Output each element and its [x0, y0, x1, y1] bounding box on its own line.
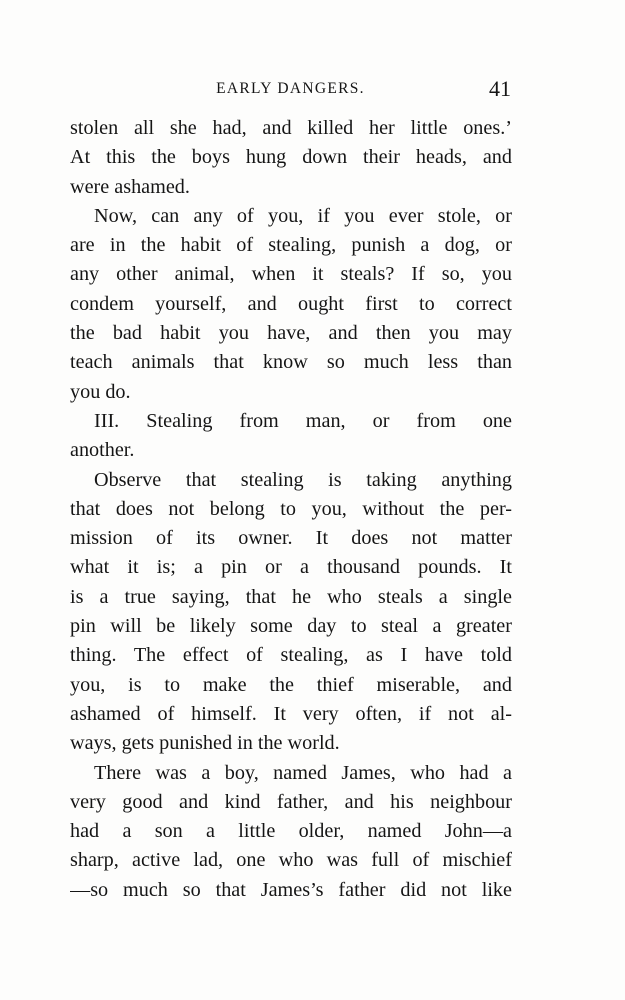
- running-title: EARLY DANGERS.: [216, 80, 365, 97]
- running-header: [68, 76, 513, 102]
- text-line: ways, gets punished in the world.: [70, 732, 340, 755]
- text-line: you do.: [70, 380, 131, 403]
- text-line: —so much so that James’s father did not like: [70, 878, 512, 901]
- text-line: are in the habit of stealing, punish a dog, or: [70, 234, 512, 257]
- text-line: that does not belong to you, without the per-: [70, 497, 512, 520]
- page-number: 41: [489, 76, 511, 101]
- text-line: condem yourself, and ought first to correct: [70, 292, 512, 315]
- text-line: another.: [70, 439, 135, 462]
- text-line: the bad habit you have, and then you may: [70, 322, 512, 345]
- text-line: thing. The effect of stealing, as I have told: [70, 644, 512, 667]
- text-line: ashamed of himself. It very often, if not al-: [70, 702, 512, 725]
- text-line: pin will be likely some day to steal a greater: [70, 615, 512, 638]
- text-line: teach animals that know so much less than: [70, 351, 512, 374]
- text-line: There was a boy, named James, who had a: [94, 761, 512, 784]
- text-line: stolen all she had, and killed her little ones.’: [70, 117, 512, 139]
- text-line: At this the boys hung down their heads, and: [70, 146, 512, 169]
- body-text: [70, 114, 512, 905]
- text-line: what it is; a pin or a thousand pounds. It: [70, 556, 512, 579]
- text-line: Observe that stealing is taking anything: [94, 468, 512, 491]
- text-line: any other animal, when it steals? If so, you: [70, 263, 512, 286]
- text-line: sharp, active lad, one who was full of mischief: [70, 849, 512, 872]
- text-line: mission of its owner. It does not matter: [70, 527, 512, 550]
- text-line: Now, can any of you, if you ever stole, or: [94, 204, 512, 227]
- text-line: had a son a little older, named John—a: [70, 820, 512, 843]
- text-line: is a true saying, that he who steals a single: [70, 585, 512, 608]
- text-line: III. Stealing from man, or from one: [94, 409, 512, 432]
- text-line: were ashamed.: [70, 175, 190, 198]
- text-line: you, is to make the thief miserable, and: [70, 673, 512, 696]
- text-line: very good and kind father, and his neighbour: [70, 790, 512, 813]
